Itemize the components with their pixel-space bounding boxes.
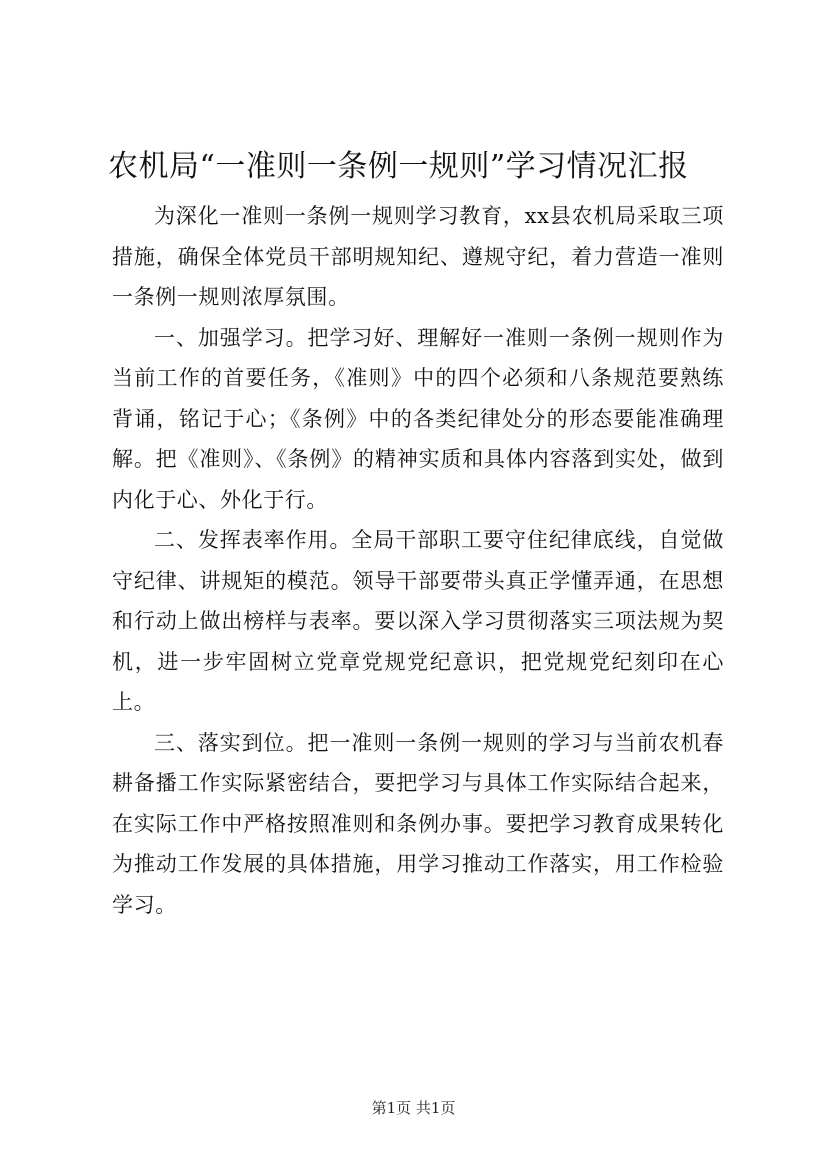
- paragraph-intro: 为深化一准则一条例一规则学习教育，xx县农机局采取三项措施，确保全体党员干部明规知纪、遵规守纪，着力营造一准则一条例一规则浓厚氛围。: [112, 204, 724, 309]
- paragraph-section-2: 二、发挥表率作用。全局干部职工要守住纪律底线，自觉做守纪律、讲规矩的模范。领导干部要带头真正学懂弄通，在思想和行动上做出榜样与表率。要以深入学习贯彻落实三项法规为契机，进一步牢固树立党章党规党纪意识，把党规党纪刻印在心上。: [112, 528, 724, 714]
- page-footer: 第1页 共1页: [371, 1099, 456, 1117]
- paragraph-section-3: 三、落实到位。把一准则一条例一规则的学习与当前农机春耕备播工作实际紧密结合，要把学习与具体工作实际结合起来，在实际工作中严格按照准则和条例办事。要把学习教育成果转化为推动工作发展的具体措施，用学习推动工作落实，用工作检验学习。: [112, 730, 724, 917]
- paragraph-section-1: 一、加强学习。把学习好、理解好一准则一条例一规则作为当前工作的首要任务，《准则》中的四个必须和八条规范要熟练背诵，铭记于心；《条例》中的各类纪律处分的形态要能准确理解。把《准则》、《条例》的精神实质和具体内容落到实处，做到内化于心、外化于行。: [112, 325, 724, 512]
- document-title: 农机局“一准则一条例一规则”学习情况汇报: [108, 149, 689, 184]
- document-body: [112, 196, 724, 925]
